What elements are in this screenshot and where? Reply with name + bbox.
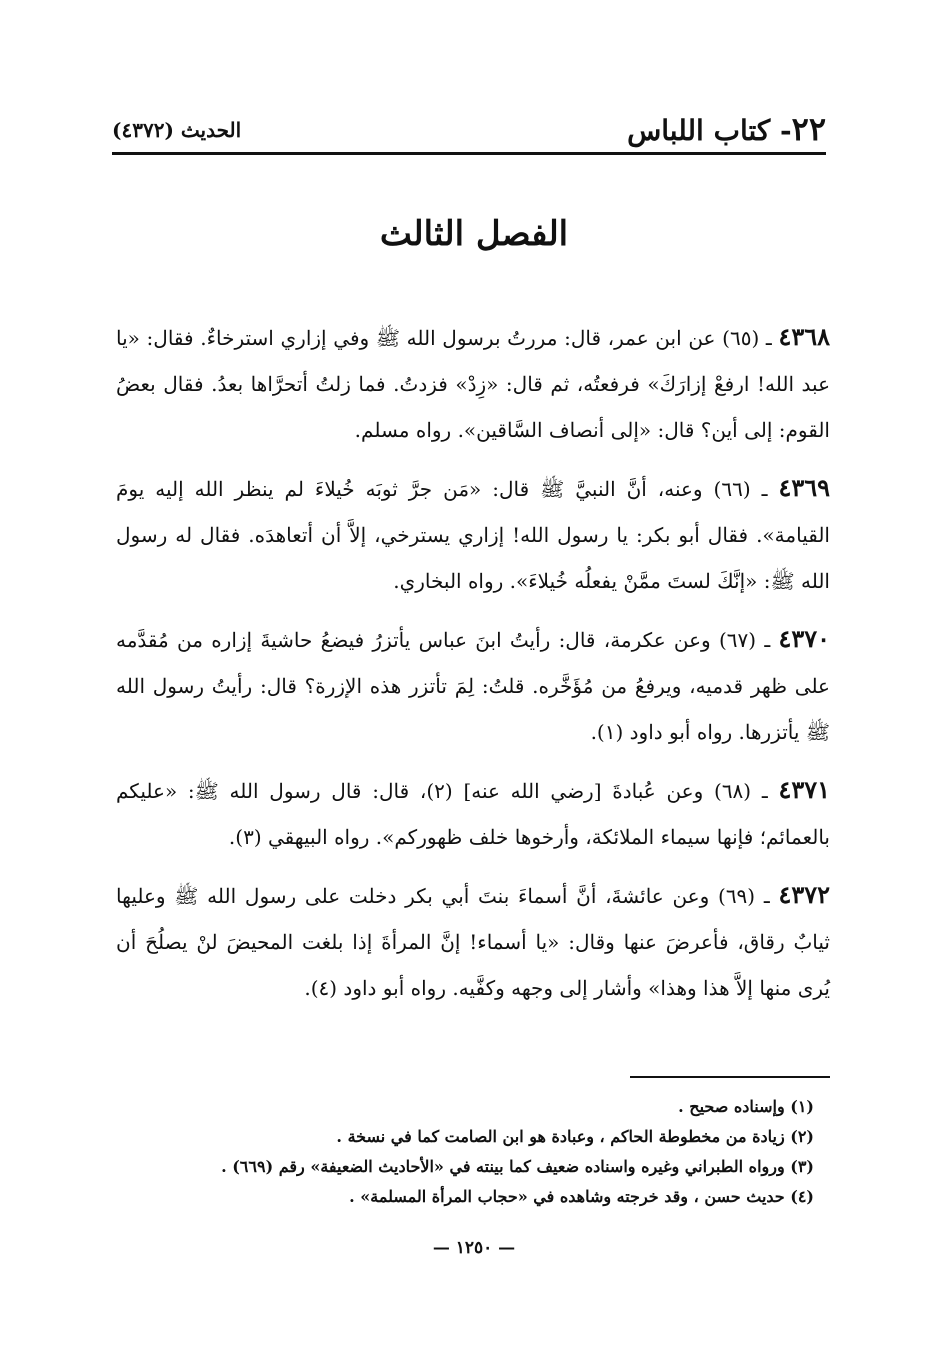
chapter-title: - كتاب اللباس <box>627 114 792 147</box>
hadith-4368 <box>116 314 830 453</box>
header-rule <box>112 152 826 155</box>
page-number: — ١٢٥٠ — <box>432 1238 516 1258</box>
chapter-number: ٢٢ <box>791 110 826 148</box>
footnote-2: (٢) زيادة من مخطوطة الحاكم ، وعبادة هو ابن الصامت كما في نسخة . <box>336 1127 814 1146</box>
hadith-number: ٤٣٧٢ <box>778 880 830 909</box>
footnote-3: (٣) ورواه الطبراني وغيره واسناده ضعيف كما بينته في «الأحاديث الضعيفة» رقم (٦٦٩) . <box>221 1157 814 1176</box>
hadith-text: ـ (٦٩) وعن عائشةَ، أنَّ أسماءَ بنتَ أبي بكر دخلت على رسول الله ﷺ وعليها ثيابٌ رقاق، فأعرضَ عنها وقال: «يا أسماء! إنَّ المرأةَ إذا بلغت المحيضَ لنْ يصلُحَ أن يُرى منها إلاَّ هذا وهذا» وأشار إلى وجهه وكفَّيه. رواه أبو داود (٤). <box>116 884 830 1000</box>
chapter-heading <box>627 110 826 148</box>
hadith-text: ـ (٦٨) وعن عُبادةَ [رضي الله عنه] (٢)، قال: قال رسول الله ﷺ: «عليكم بالعمائم؛ فإنها سيماء الملائكة، وأرخوها خلف ظهوركم». رواه البيهقي (٣). <box>116 779 830 849</box>
footnote-4: (٤) حديث حسن ، وقد خرجته وشاهده في «حجاب المرأة المسلمة» . <box>349 1187 814 1206</box>
hadith-4372 <box>116 872 830 1011</box>
hadith-4370 <box>116 616 830 755</box>
hadith-text: ـ (٦٥) عن ابن عمر، قال: مررتُ برسول الله ﷺ وفي إزاري استرخاءٌ. فقال: «يا عبد الله! ارفعْ إزارَكَ» فرفعتُه، ثم قال: «زِدْ» فزدتُ. فما زلتُ أتحرَّاها بعدُ. فقال بعضُ القوم: إلى أين؟ قال: «إلى أنصاف السَّاقين». رواه مسلم. <box>116 326 830 442</box>
hadith-number: ٤٣٦٨ <box>778 322 830 351</box>
hadith-4371 <box>116 767 830 860</box>
hadith-number: ٤٣٧١ <box>778 775 831 804</box>
hadith-text: ـ (٦٧) وعن عكرمة، قال: رأيتُ ابنَ عباس يأتزرُ فيضعُ حاشيةَ إزاره من مُقدَّمه على ظهر قدميه، ويرفعُ من مُؤَخَّره. قلتُ: لِمَ تأتزر هذه الإزرة؟ قال: رأيتُ رسول الله ﷺ يأتزرها. رواه أبو داود (١). <box>116 628 830 744</box>
hadith-number: ٤٣٦٩ <box>778 473 830 502</box>
footnote-rule <box>630 1076 830 1078</box>
running-head <box>112 104 826 152</box>
hadith-range: الحديث (٤٣٧٢) <box>112 118 242 142</box>
hadith-body <box>116 314 830 1023</box>
section-title: الفصل الثالث <box>379 214 569 254</box>
hadith-number: ٤٣٧٠ <box>778 624 830 653</box>
hadith-text: ـ (٦٦) وعنه، أنَّ النبيَّ ﷺ قال: «مَن جرَّ ثوبَه خُيلاءَ لم ينظر الله إليه يومَ القيامة». فقال أبو بكر: يا رسول الله! إزاري يسترخي، إلاَّ أن أتعاهدَه. فقال له رسول الله ﷺ: «إنَّكَ لستَ ممَّنْ يفعلُه خُيلاءَ». رواه البخاري. <box>116 477 830 593</box>
hadith-4369 <box>116 465 830 604</box>
footnotes <box>130 1092 814 1212</box>
footnote-1: (١) وإسناده صحيح . <box>678 1097 814 1116</box>
